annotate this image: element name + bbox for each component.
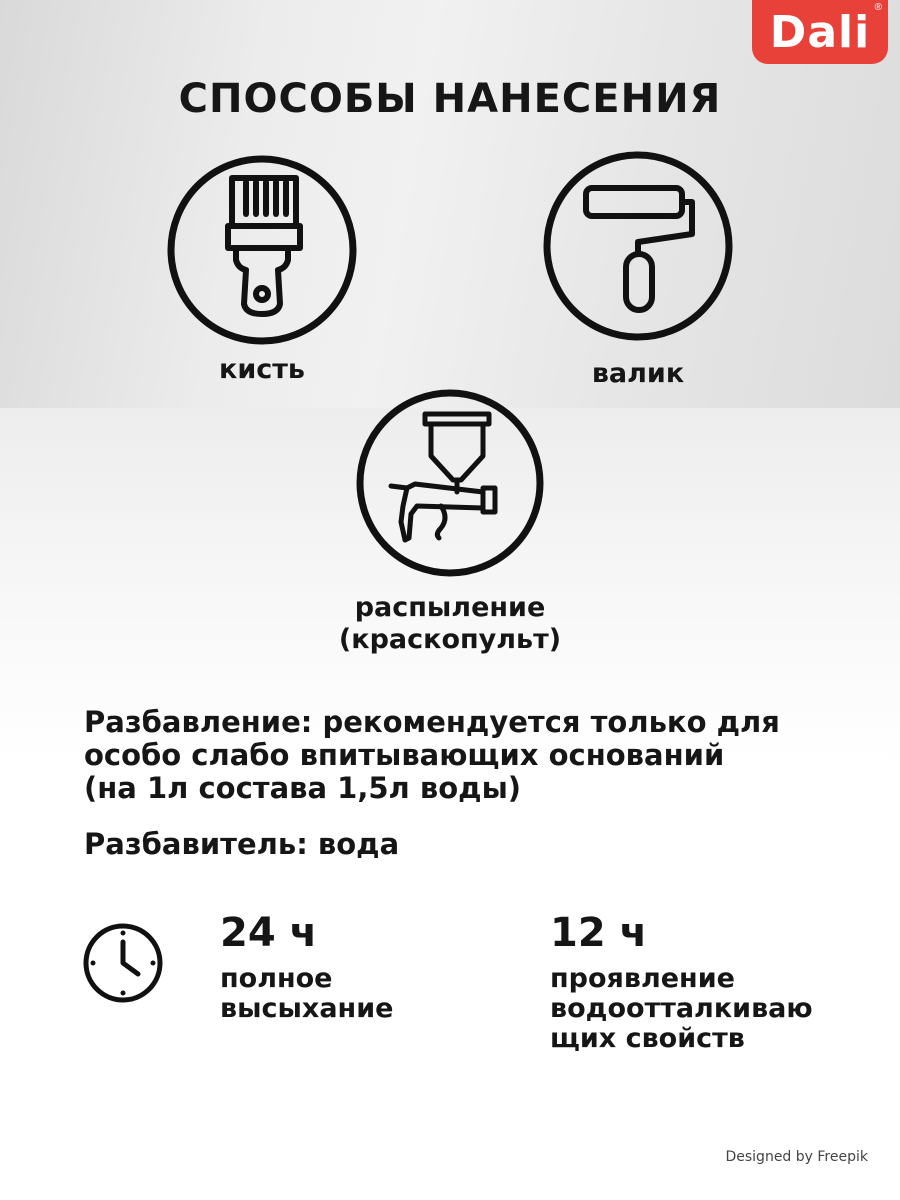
- full-drying-line2: высыхание: [220, 993, 394, 1024]
- dilution-line-1: Разбавление: рекомендуется только для: [84, 705, 780, 739]
- spray-gun-icon: [355, 388, 545, 578]
- page-title: СПОСОБЫ НАНЕСЕНИЯ: [178, 76, 722, 122]
- method-label-spray: [250, 592, 650, 656]
- dali-logo: [752, 0, 888, 64]
- spray-label-line1: распыление: [354, 592, 546, 623]
- spray-label-line2: (краскопульт): [338, 624, 562, 655]
- freepik-credit: Designed by Freepik: [725, 1149, 868, 1165]
- water-repellent-line2: водоотталкиваю: [550, 993, 813, 1024]
- paint-roller-icon: [542, 150, 734, 342]
- method-label-brush: кисть: [219, 354, 305, 385]
- dilution-line-2: особо слабо впитывающих оснований: [84, 738, 725, 772]
- logo-text: Dali: [769, 6, 871, 58]
- registered-mark: ®: [874, 2, 882, 13]
- clock-icon: [82, 922, 164, 1004]
- water-repellent-time: 12 ч: [550, 910, 648, 956]
- thinner-text: Разбавитель: вода: [84, 827, 400, 861]
- full-drying-label: [220, 964, 393, 1024]
- water-repellent-label: [550, 964, 813, 1054]
- dilution-text: [84, 706, 844, 805]
- water-repellent-line3: щих свойств: [550, 1023, 745, 1054]
- water-repellent-line1: проявление: [550, 963, 735, 994]
- full-drying-line1: полное: [220, 963, 333, 994]
- full-drying-time: 24 ч: [220, 910, 318, 956]
- dilution-line-3: (на 1л состава 1,5л воды): [84, 771, 522, 805]
- method-label-roller: валик: [591, 358, 685, 389]
- brush-icon: [166, 154, 358, 346]
